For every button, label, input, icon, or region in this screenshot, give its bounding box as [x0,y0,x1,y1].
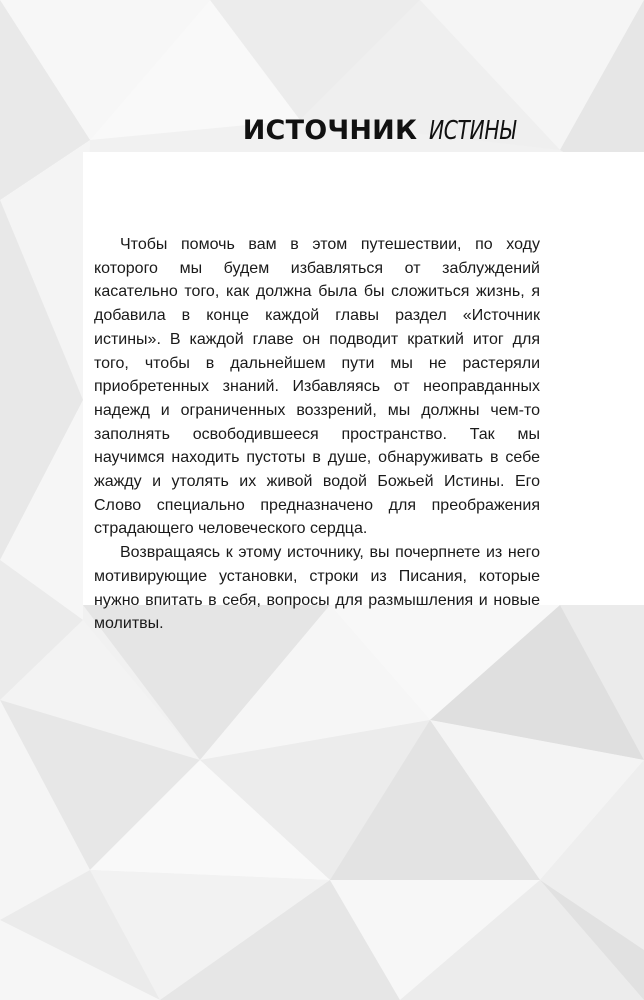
section-title-accent: ИСТИНЫ [429,116,516,146]
paragraph-1: Чтобы помочь вам в этом путешествии, по ходу которого мы будем избавляться от заблуждений касательно того, как должна была бы сложиться жизнь, я добавила в конце каждой главы раздел «Источник истины». В каждой главе он подводит краткий итог для того, чтобы в дальнейшем пути мы не растеряли приобретенных знаний. Избавляясь от неоправданных надежд и ограниченных воззрений, мы должны чем-то заполнять освободившееся пространство. Так мы научимся находить пустоты в душе, обнаруживать в себе жажду и утолять их живой водой Божьей Истины. Его Слово специально предназначено для преображения страдающего человеческого сердца. [94,236,540,538]
section-title [243,112,540,144]
section-title-main: ИСТОЧНИК [242,115,418,146]
body-text [94,233,540,636]
paragraph-2: Возвращаясь к этому источнику, вы почерпнете из него мотивирующие установки, строки из Писания, которые нужно впитать в себя, вопросы для размышления и новые молитвы. [94,544,540,633]
